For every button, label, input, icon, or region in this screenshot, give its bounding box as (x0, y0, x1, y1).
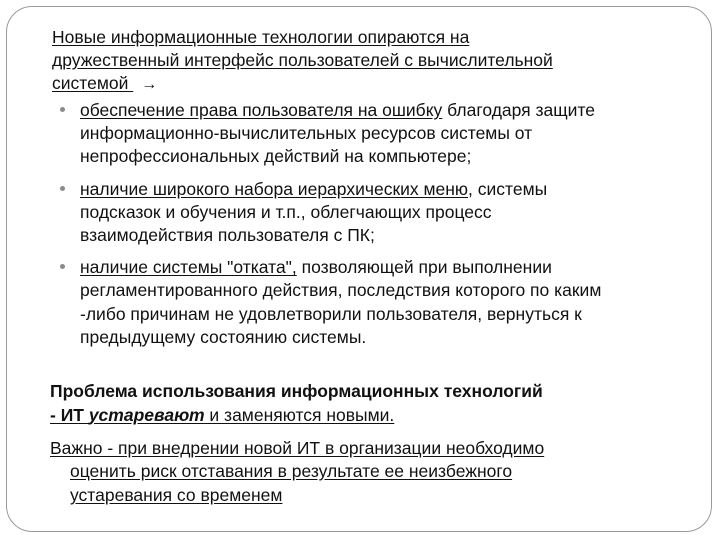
bullet-3-line-1 (80, 256, 552, 278)
intro-line-3 (52, 72, 157, 96)
important-line-2: оценить риск отставания в результате ее неизбежного (70, 461, 513, 481)
bullet-1-title: обеспечение права пользователя на ошибку (80, 100, 443, 120)
intro-line-1: Новые информационные технологии опираются на (52, 27, 470, 47)
important-line-1: Важно - при внедрении новой ИТ в организации необходимо (50, 438, 545, 458)
arrow-right-icon: → (141, 76, 158, 93)
problem-emphasis: устаревают (88, 405, 205, 425)
problem-prefix: - ИТ (50, 405, 89, 425)
bullet-2-line-3: взаимодействия пользователя с ПК; (80, 225, 375, 245)
intro-line-2: дружественный интерфейс пользователей с вычислительной (52, 50, 553, 70)
bullet-dot-2 (60, 186, 65, 191)
bullet-dot-1 (60, 107, 65, 112)
intro-line-3-text: системой (52, 73, 134, 93)
problem-heading: Проблема использования информационных технологий (50, 381, 543, 401)
bullet-3-line-3: -либо причинам не удовлетворили пользователя, вернуться к (80, 304, 582, 324)
bullet-2-rest: , системы (468, 179, 548, 199)
problem-line-2 (50, 404, 394, 426)
problem-suffix: и заменяются новыми. (204, 405, 395, 425)
bullet-2-line-1 (80, 178, 547, 200)
bullet-3-rest: позволяющей при выполнении (296, 257, 552, 277)
bullet-3-line-4: предыдущему состоянию системы. (80, 327, 367, 347)
bullet-3-title: наличие системы "отката", (80, 257, 297, 277)
important-line-3: устаревания со временем (70, 485, 283, 505)
bullet-1-line-2: информационно-вычислительных ресурсов системы от (80, 123, 533, 143)
bullet-1-rest: благодаря защите (442, 100, 596, 120)
bullet-1-line-1 (80, 99, 595, 121)
bullet-3-line-2: регламентированного действия, последствия которого по каким (80, 280, 602, 300)
bullet-2-title: наличие широкого набора иерархических меню (80, 179, 469, 199)
bullet-1-line-3: непрофессиональных действий на компьютере; (80, 146, 472, 166)
bullet-2-line-2: подсказок и обучения и т.п., облегчающих процесс (80, 202, 492, 222)
bullet-dot-3 (60, 264, 65, 269)
